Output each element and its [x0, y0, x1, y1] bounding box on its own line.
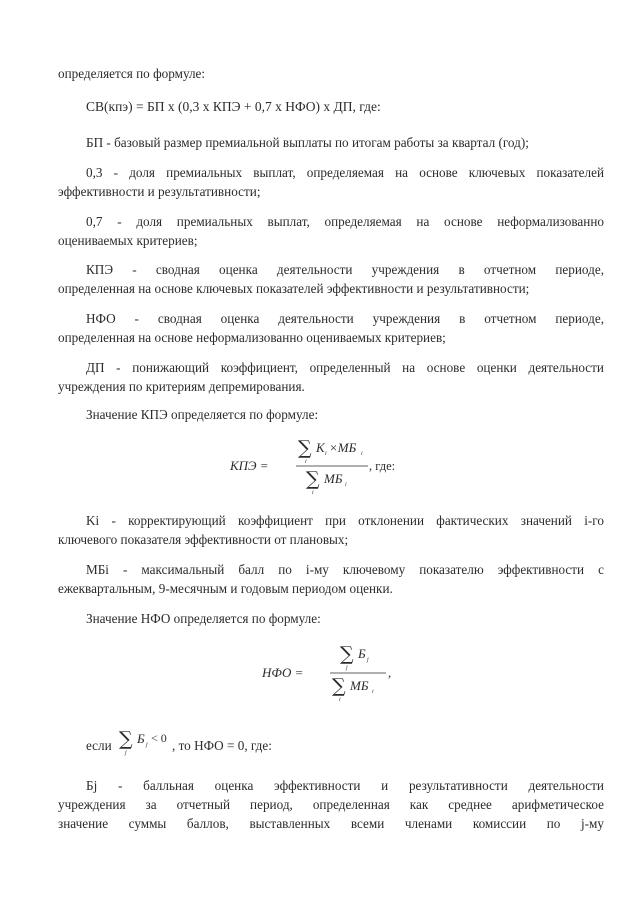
condition-index: j — [125, 750, 127, 756]
kpe-num-mb-sub: i — [361, 451, 363, 457]
kpe-den-sigma: ∑ — [306, 468, 320, 490]
kpe-formula-tail: , где: — [369, 459, 396, 473]
ki-definition-line2: ключевого показателя эффективности от плановых; — [58, 532, 349, 547]
mbi-definition-line1: МБi - максимальный балл по i-му ключевому показателю эффективности с — [86, 562, 604, 577]
nfo-formula-intro: Значение НФО определяется по формуле: — [86, 611, 321, 626]
kpe-formula-intro: Значение КПЭ определяется по формуле: — [86, 407, 319, 422]
nfo-den-mb-sub: i — [372, 689, 374, 695]
bj-definition-line1: Бj - балльная оценка эффективности и результативности деятельности — [86, 778, 604, 793]
nfo-den-index: i — [339, 697, 341, 703]
condition-b-sub: j — [146, 742, 148, 748]
nfo-den-mb: МБ — [350, 678, 369, 693]
sv-formula: СВ(кпэ) = БП х (0,3 х КПЭ + 0,7 х НФО) х ДП, где: — [86, 99, 381, 114]
kpe-num-sigma: ∑ — [298, 437, 312, 459]
dp-definition-line2: учреждения по критериям депремирования. — [58, 379, 305, 394]
bj-definition-line2: учреждения за отчетный период, определенная как среднее арифметическое — [58, 797, 604, 812]
condition-esli: если — [86, 738, 112, 753]
nfo-formula — [262, 636, 402, 712]
nfo-formula-tail: , — [388, 665, 392, 680]
coef-03-line2: эффективности и результативности; — [58, 184, 261, 199]
bp-definition: БП - базовый размер премиальной выплаты по итогам работы за квартал (год); — [86, 135, 529, 150]
nfo-num-sigma: ∑ — [340, 643, 354, 665]
ki-definition-line1: Ki - корректирующий коэффициент при отклонении фактических значений i-го — [86, 513, 604, 528]
condition-b: Б — [137, 731, 145, 746]
kpe-num-k-sub: i — [325, 451, 327, 457]
coef-07-line2: оцениваемых критериев; — [58, 233, 198, 248]
kpe-den-mb: МБ — [324, 471, 343, 486]
coef-07-line1: 0,7 - доля премиальных выплат, определяемая на основе неформализованно — [86, 214, 604, 229]
nfo-num-b-sub: j — [367, 657, 369, 663]
kpe-formula — [228, 432, 418, 500]
coef-03-line1: 0,3 - доля премиальных выплат, определяемая на основе ключевых показателей — [86, 165, 604, 180]
condition-then: , то НФО = 0, где: — [172, 738, 272, 753]
kpe-num-index: i — [305, 459, 307, 465]
kpe-definition-line1: КПЭ - сводная оценка деятельности учреждения в отчетном периоде, — [86, 262, 604, 277]
kpe-definition-line2: определенная на основе ключевых показателей эффективности и результативности; — [58, 281, 530, 296]
bj-definition-line3: значение суммы баллов, выставленных всеми членами комиссии по j-му — [58, 816, 604, 831]
condition-sigma: ∑ — [119, 728, 133, 750]
intro-line: определяется по формуле: — [58, 66, 206, 81]
nfo-definition-line1: НФО - сводная оценка деятельности учреждения в отчетном периоде, — [86, 311, 604, 326]
mbi-definition-line2: ежеквартальным, 9-месячным и годовым периодом оценки. — [58, 581, 393, 596]
kpe-den-mb-sub: i — [345, 482, 347, 488]
nfo-den-sigma: ∑ — [332, 675, 346, 697]
nfo-num-b: Б — [358, 646, 366, 661]
condition-formula — [117, 723, 173, 757]
kpe-num-mb: ×МБ — [329, 440, 357, 455]
nfo-formula-lhs: НФО = — [262, 665, 304, 680]
kpe-num-k: K — [316, 440, 325, 455]
condition-rel: < 0 — [151, 731, 167, 745]
nfo-num-index: j — [346, 665, 348, 671]
dp-definition-line1: ДП - понижающий коэффициент, определенный на основе оценки деятельности — [86, 360, 604, 375]
kpe-formula-lhs: КПЭ = — [230, 458, 269, 473]
kpe-den-index: i — [312, 490, 314, 496]
nfo-definition-line2: определенная на основе неформализованно оцениваемых критериев; — [58, 330, 446, 345]
